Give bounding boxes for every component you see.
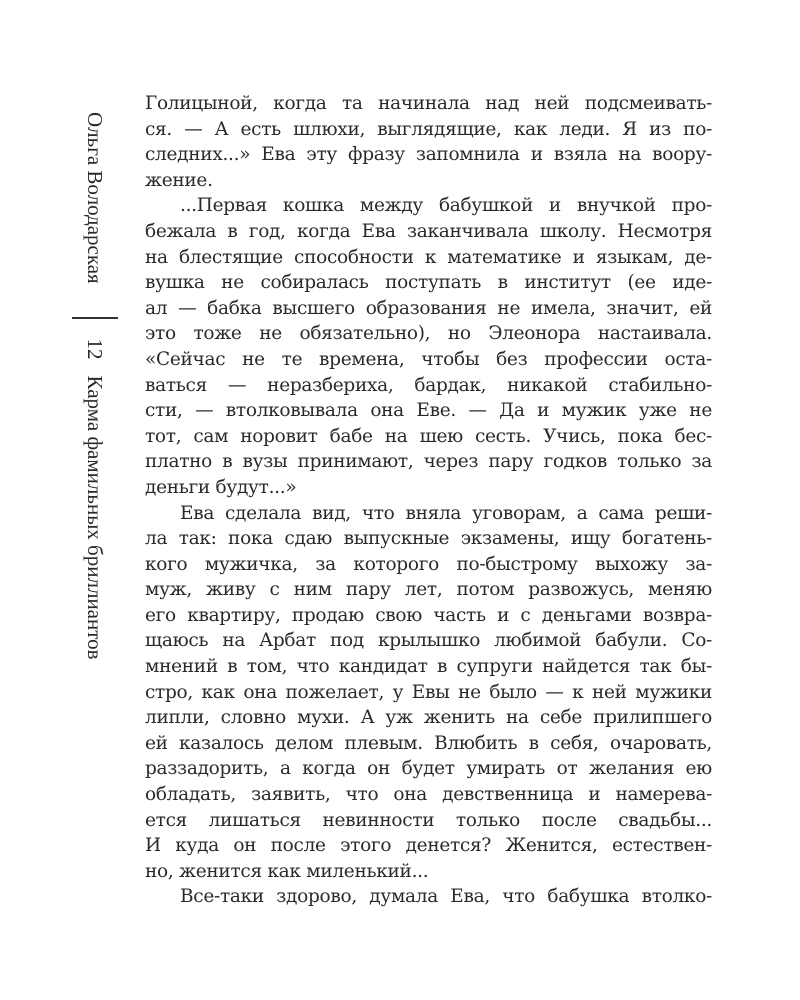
text-line: вушка не собиралась поступать в институт (ее иде- (145, 272, 712, 294)
text-line: ваться — неразбериха, бардак, никакой стабильно- (145, 374, 712, 396)
text-line: тот, сам норовит бабе на шею сесть. Учись, пока бес- (145, 425, 712, 447)
text-line: жение. (145, 169, 213, 191)
text-line: Голицыной, когда та начинала над ней подсмеивать- (145, 93, 712, 114)
text-line: ется лишаться невинности только после свадьбы... (145, 809, 712, 831)
text-line: ла так: пока сдаю выпускные экзамены, ищу богатень- (145, 528, 712, 550)
text-line: это тоже не обязательно), но Элеонора настаивала. (145, 323, 712, 345)
text-line: на блестящие способности к математике и языкам, де- (145, 246, 712, 268)
text-line: бежала в год, когда Ева заканчивала школу. Несмотря (145, 220, 712, 242)
text-line: ...Первая кошка между бабушкой и внучкой про- (180, 195, 712, 217)
text-line: липли, словно мухи. А уж женить на себе прилипшего (145, 707, 712, 729)
text-line: И куда он после этого денется? Женится, естествен- (145, 835, 712, 857)
text-line: обладать, заявить, что она девственница и намерева- (145, 784, 712, 806)
text-line: кого мужичка, за которого по-быстрому выхожу за- (145, 553, 712, 575)
text-line: Все-таки здорово, думала Ева, что бабушка втолко- (180, 886, 712, 908)
author-name: Ольга Володарская (83, 112, 108, 284)
text-line: мнений в том, что кандидат в супруги найдется так бы- (145, 656, 712, 678)
text-line: Ева сделала вид, что вняла уговорам, а сама реши- (180, 502, 712, 524)
divider (72, 317, 118, 319)
text-line: стро, как она пожелает, у Евы не было — к ней мужики (145, 681, 712, 703)
book-title: Карма фамильных бриллиантов (83, 375, 108, 660)
text-line: платно в вузы принимают, через пару годков только за (145, 451, 712, 473)
running-head (72, 112, 118, 712)
body-text (145, 91, 712, 910)
text-line: ал — бабка высшего образования не имела, значит, ей (145, 297, 712, 319)
text-line: муж, живу с ним пару лет, потом развожусь, меняю (145, 579, 712, 601)
text-line: щаюсь на Арбат под крылышко любимой бабули. Со- (145, 630, 712, 652)
text-line: раззадорить, а когда он будет умирать от желания ею (145, 758, 712, 780)
text-line: его квартиру, продаю свою часть и с деньгами возвра- (145, 604, 712, 626)
text-line: сти, — втолковывала она Еве. — Да и мужик уже не (145, 400, 712, 422)
text-line: деньги будут...» (145, 476, 297, 498)
text-line: ся. — А есть шлюхи, выглядящие, как леди. Я из по- (145, 118, 712, 140)
text-line: «Сейчас не те времена, чтобы без профессии оста- (145, 348, 712, 370)
text-line: ей казалось делом плевым. Влюбить в себя, очаровать, (145, 732, 712, 754)
text-line: следних...» Ева эту фразу запомнила и взяла на воору- (145, 144, 712, 166)
text-line: но, женится как миленький... (145, 860, 429, 882)
page-number: 12 (83, 338, 108, 360)
